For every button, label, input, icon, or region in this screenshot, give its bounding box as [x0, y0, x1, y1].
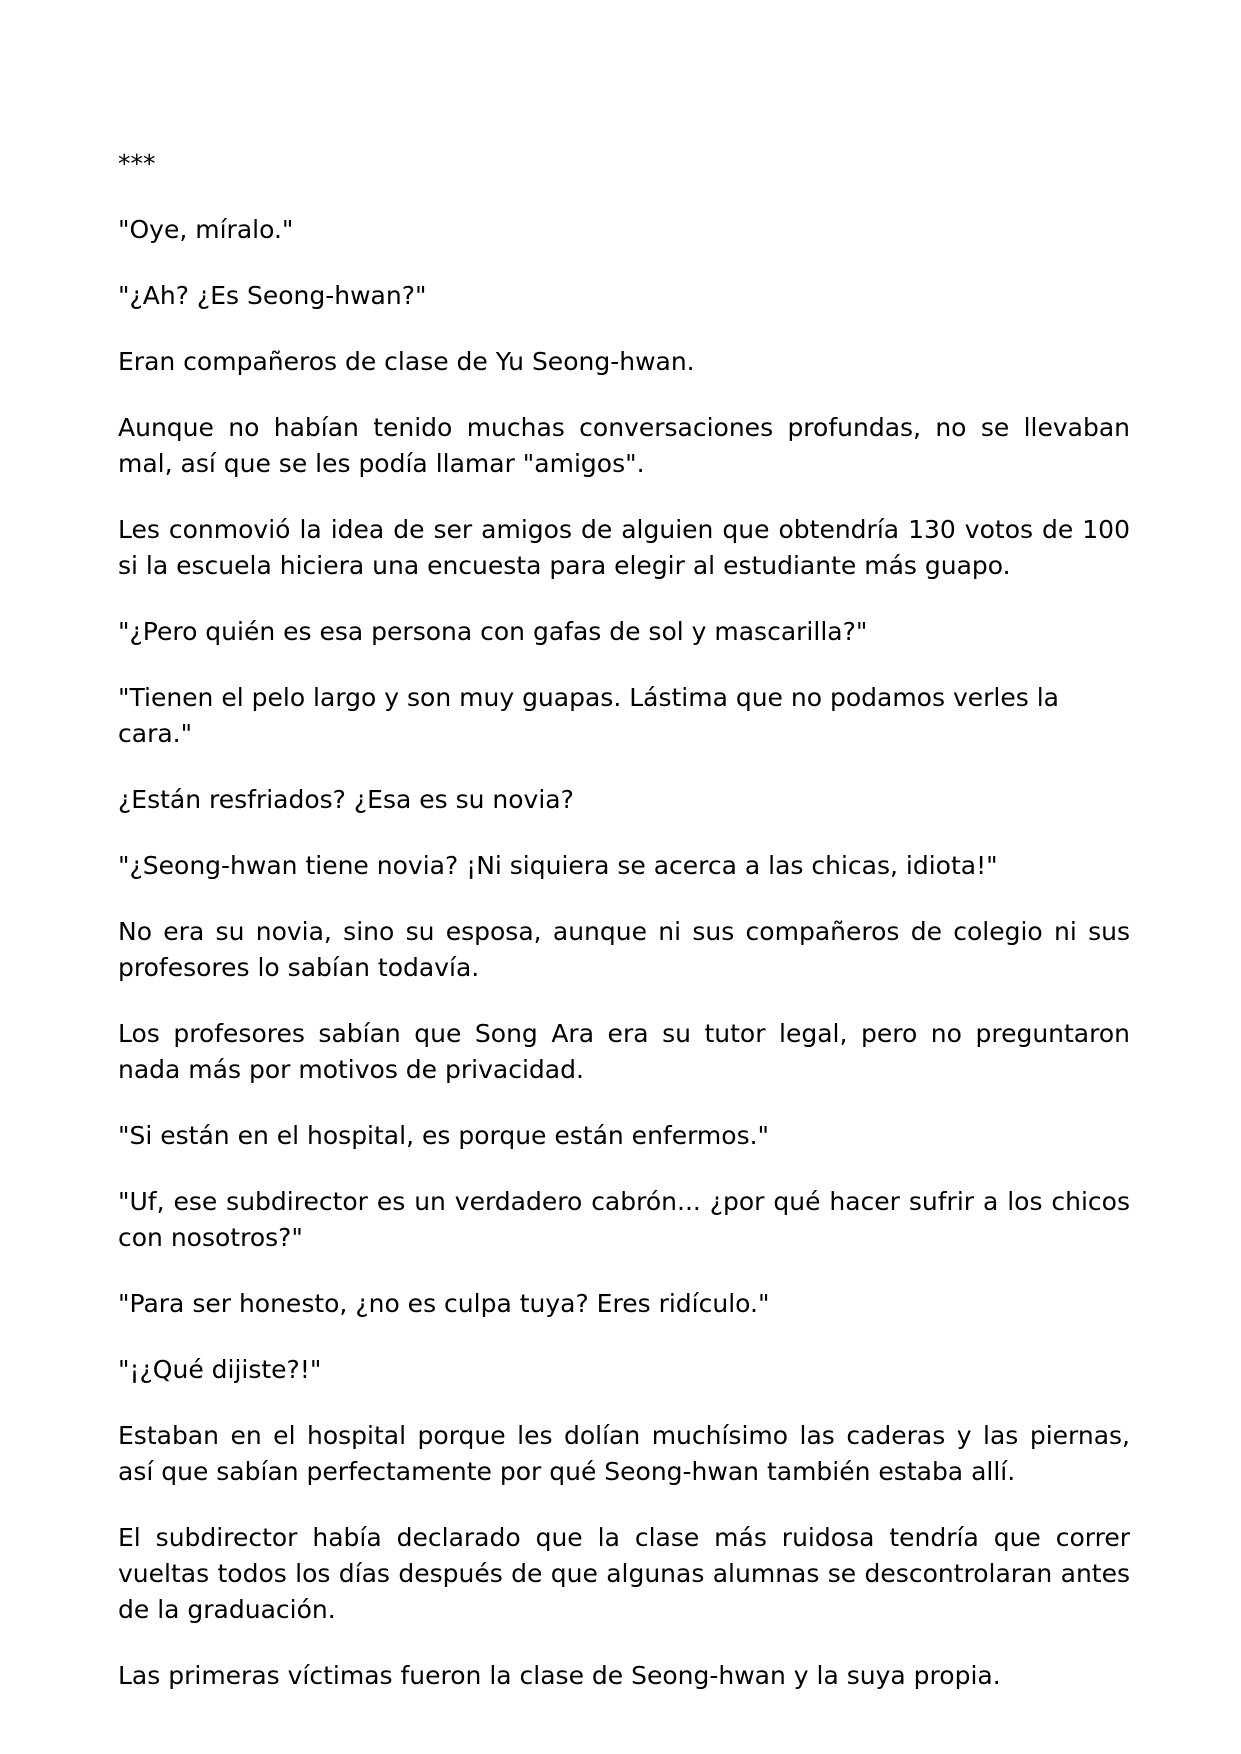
paragraph: "Tienen el pelo largo y son muy guapas. Lástima que no podamos verles la cara.": [118, 683, 1059, 748]
paragraph: No era su novia, sino su esposa, aunque ni sus compañeros de colegio ni sus profesores lo sabían todavía.: [118, 917, 1130, 982]
document-body: [118, 146, 1130, 1724]
paragraph: Eran compañeros de clase de Yu Seong-hwan.: [118, 347, 695, 376]
paragraph: "¿Ah? ¿Es Seong-hwan?": [118, 281, 427, 310]
paragraph: Aunque no habían tenido muchas conversaciones profundas, no se llevaban mal, así que se les podía llamar "amigos".: [118, 413, 1130, 478]
paragraph: Las primeras víctimas fueron la clase de Seong-hwan y la suya propia.: [118, 1661, 1001, 1690]
paragraph: "Uf, ese subdirector es un verdadero cabrón... ¿por qué hacer sufrir a los chicos con nosotros?": [118, 1187, 1130, 1252]
scene-break: ***: [118, 149, 156, 178]
paragraph: Los profesores sabían que Song Ara era su tutor legal, pero no preguntaron nada más por motivos de privacidad.: [118, 1019, 1130, 1084]
paragraph: "¿Seong-hwan tiene novia? ¡Ni siquiera se acerca a las chicas, idiota!": [118, 851, 998, 880]
paragraph: Les conmovió la idea de ser amigos de alguien que obtendría 130 votos de 100 si la escuela hiciera una encuesta para elegir al estudiante más guapo.: [118, 515, 1130, 580]
paragraph: "Para ser honesto, ¿no es culpa tuya? Eres ridículo.": [118, 1289, 770, 1318]
paragraph: "¿Pero quién es esa persona con gafas de sol y mascarilla?": [118, 617, 868, 646]
paragraph: "Si están en el hospital, es porque están enfermos.": [118, 1121, 770, 1150]
paragraph: "¡¿Qué dijiste?!": [118, 1355, 322, 1384]
paragraph: Estaban en el hospital porque les dolían muchísimo las caderas y las piernas, así que sabían perfectamente por qué Seong-hwan también estaba allí.: [118, 1421, 1130, 1486]
paragraph: ¿Están resfriados? ¿Esa es su novia?: [118, 785, 574, 814]
paragraph: "Oye, míralo.": [118, 215, 294, 244]
paragraph: El subdirector había declarado que la clase más ruidosa tendría que correr vueltas todos los días después de que algunas alumnas se descontrolaran antes de la graduación.: [118, 1523, 1130, 1624]
